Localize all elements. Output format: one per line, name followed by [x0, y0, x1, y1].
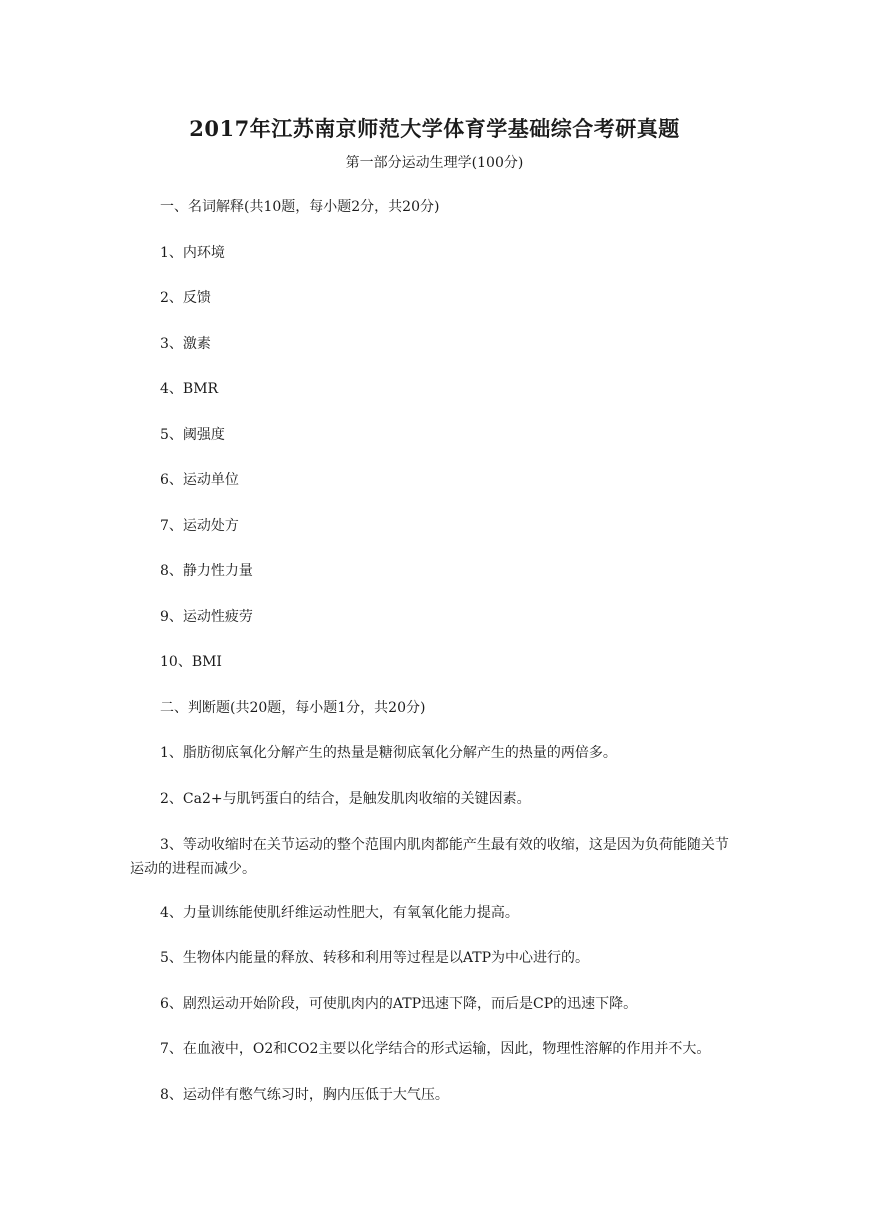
definition-item: 6、运动单位 — [160, 472, 239, 488]
document-subtitle: 第一部分运动生理学(100分) — [345, 155, 524, 171]
true-false-item: 2、Ca2+与肌钙蛋白的结合，是触发肌肉收缩的关键因素。 — [160, 791, 531, 807]
true-false-item: 6、剧烈运动开始阶段，可使肌肉内的ATP迅速下降，而后是CP的迅速下降。 — [160, 996, 638, 1012]
true-false-item: 5、生物体内能量的释放、转移和利用等过程是以ATP为中心进行的。 — [160, 950, 590, 966]
true-false-item: 8、运动伴有憋气练习时，胸内压低于大气压。 — [160, 1087, 449, 1103]
definition-item: 8、静力性力量 — [160, 563, 253, 579]
definition-item: 1、内环境 — [160, 245, 225, 261]
true-false-item: 1、脂肪彻底氧化分解产生的热量是糖彻底氧化分解产生的热量的两倍多。 — [160, 745, 617, 761]
definition-item: 10、BMI — [160, 654, 222, 670]
definition-item: 5、阈强度 — [160, 427, 225, 443]
document-title: 2017年江苏南京师范大学体育学基础综合考研真题 — [189, 116, 680, 141]
definition-item: 9、运动性疲劳 — [160, 609, 253, 625]
true-false-item: 7、在血液中，O2和CO2主要以化学结合的形式运输，因此，物理性溶解的作用并不大。 — [160, 1041, 711, 1057]
true-false-item: 3、等动收缩时在关节运动的整个范围内肌肉都能产生最有效的收缩，这是因为负荷能随关节运动的进程而减少。 — [130, 837, 729, 877]
definition-item: 2、反馈 — [160, 290, 211, 306]
definition-item: 7、运动处方 — [160, 518, 239, 534]
section-heading-true-false: 二、判断题(共20题，每小题1分，共20分) — [160, 700, 426, 716]
true-false-item: 4、力量训练能使肌纤维运动性肥大，有氧氧化能力提高。 — [160, 905, 519, 921]
section-heading-definitions: 一、名词解释(共10题，每小题2分，共20分) — [160, 199, 440, 215]
definition-item: 4、BMR — [160, 381, 219, 397]
definition-item: 3、激素 — [160, 336, 211, 352]
